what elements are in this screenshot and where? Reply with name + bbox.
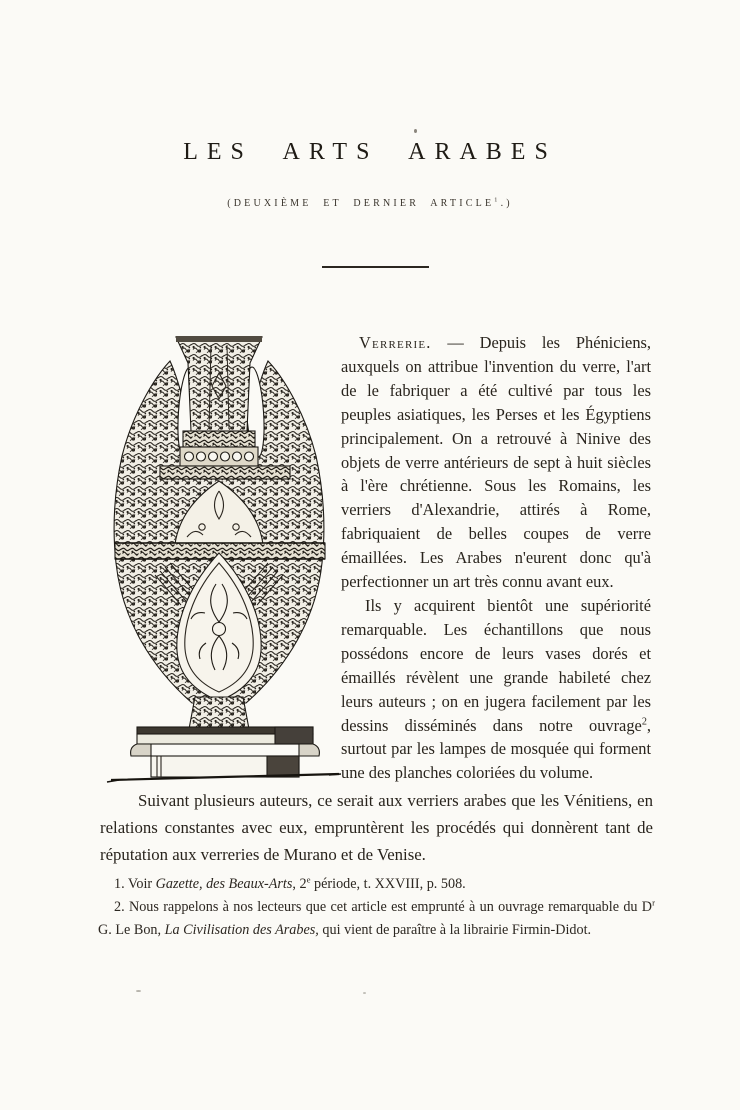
page-subtitle: (DEUXIÈME ET DERNIER ARTICLE$^1$.) <box>227 196 513 209</box>
footnotes-block <box>98 873 655 942</box>
page-title: LES ARTS ARABES <box>183 139 557 165</box>
paragraph-venitiens: Suivant plusieurs auteurs, ce serait aux verriers arabes que les Vénitiens, en relations constantes avec eux, empruntèrent les procédés qui donnèrent tant de réputation aux verreries de Murano et de Venise. <box>100 791 653 864</box>
collar-band <box>183 431 255 447</box>
shoulder-band <box>160 466 290 479</box>
paper-speck <box>414 129 417 133</box>
vase-foot <box>189 697 249 729</box>
paper-speck <box>136 990 141 992</box>
vase-drawing <box>107 336 341 782</box>
vase-engraving-illustration <box>103 331 347 783</box>
section-divider-rule <box>322 266 429 268</box>
footnote-1: 1. Voir Gazette, des Beaux-Arts, 2e période, t. XXVIII, p. 508. <box>114 874 466 892</box>
base-moulding-right <box>299 744 319 756</box>
paragraph-verrerie: Verrerie. — Depuis les Phéniciens, auxquels on attribue l'invention du verre, l'art de le fabriquer a été cultivé par tous les peuples asiatiques, les Perses et les Égyptiens principalement. On a retrouvé à Ninive des objets de verre antérieurs de sept à huit siècles à l'ère chrétienne. Sous les Romains, les verriers d'Alexandrie, attirés à Rome, fabriquaient de belles coupes de verre émaillées. Les Arabes n'eurent donc qu'à perfectionner un art très connu avant eux. <box>341 333 651 592</box>
right-text-column <box>341 331 651 785</box>
footnote-2: 2. Nous rappelons à nos lecteurs que cet article est emprunté à un ouvrage remarquable du $D^r$ G. Le Bon, La Civilisation des Arabes, qui vient de paraître à la librairie Firmin-Didot. <box>98 897 655 938</box>
base-moulding-left <box>131 744 151 756</box>
paper-speck <box>363 992 366 994</box>
paragraph-superiorite: Ils y acquirent bientôt une supériorité remarquable. Les échantillons que nous possédons encore de leurs vases dorés et émaillés révèlent une grande habileté chez leurs auteurs ; on en jugera facilement par les dessins disséminés dans notre ouvrage$^2$, surtout par les lampes de mosquée qui forment une des planches coloriées du volume. <box>341 595 651 783</box>
